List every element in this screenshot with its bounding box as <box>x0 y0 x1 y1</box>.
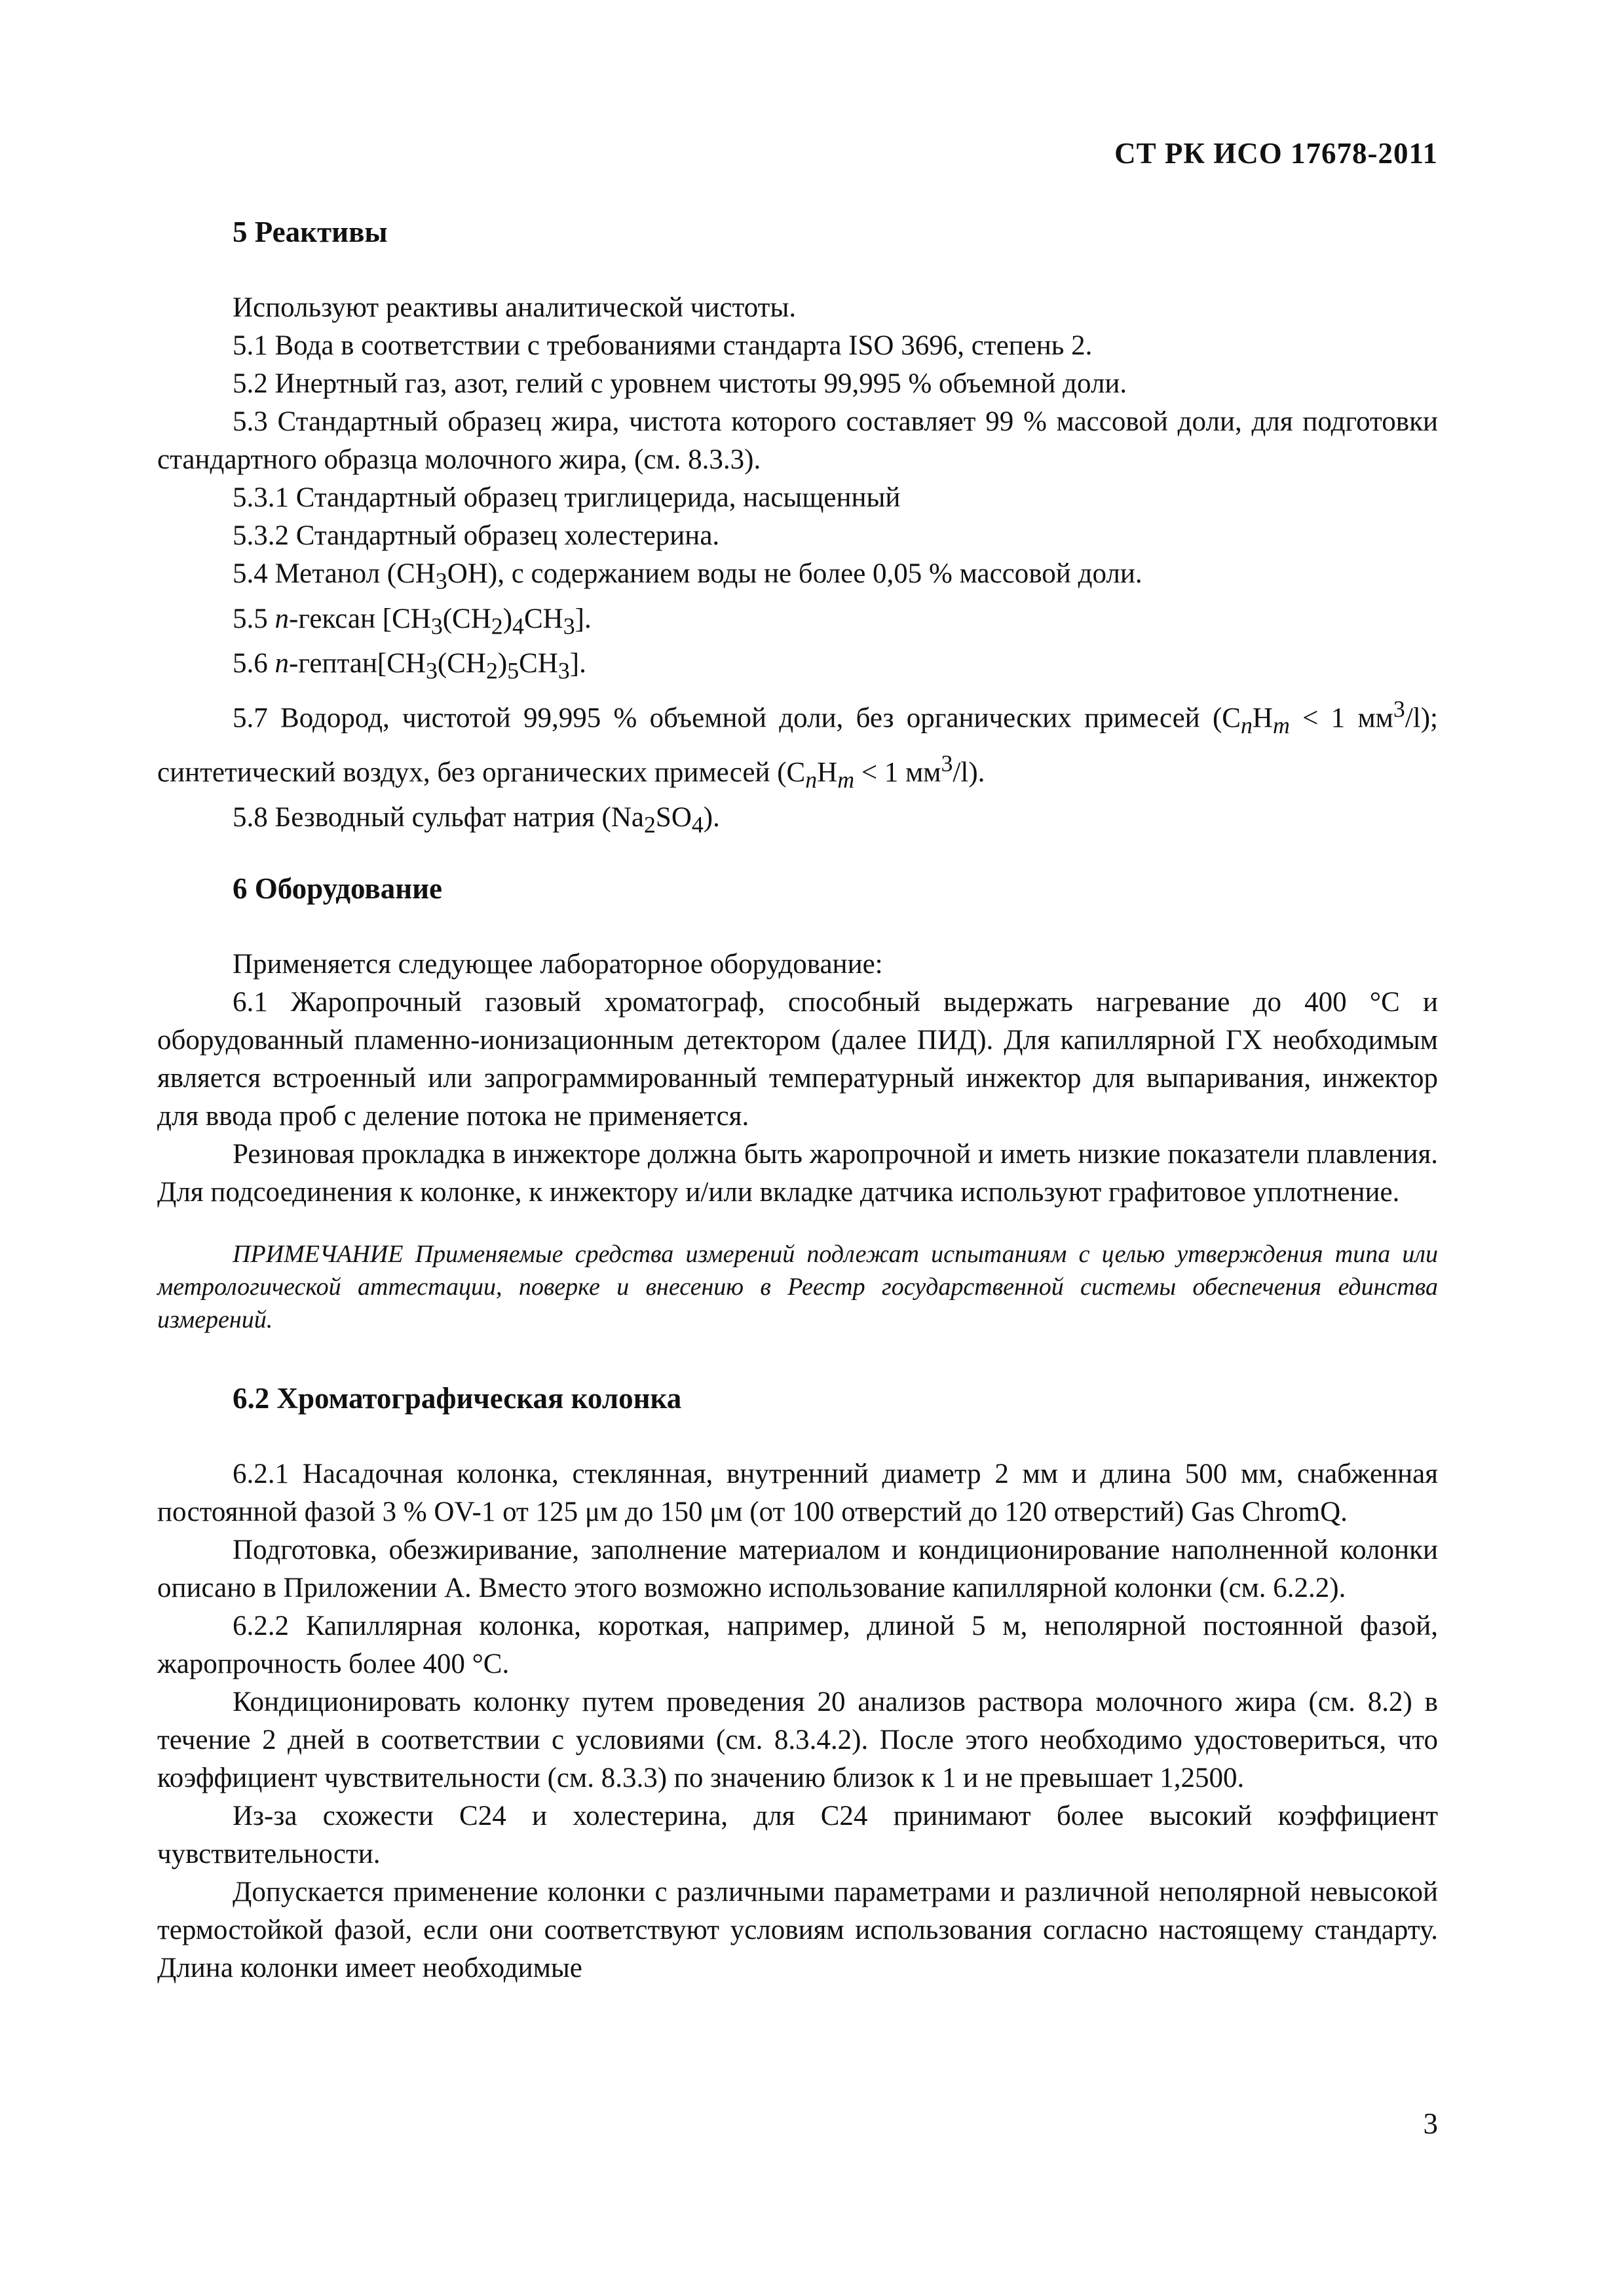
section-5-heading: 5 Реактивы <box>233 216 388 248</box>
paragraph-5-4: 5.4 Метанол $(CH_3OH)$, с содержанием воды не более 0,05 % массовой доли. <box>233 558 1142 594</box>
paragraph-6-2-2: 6.2.2 Капиллярная колонка, короткая, например, длиной 5 м, неполярной постоянной фазой, жаропрочность более 400 °C. <box>157 1611 1438 1680</box>
page-number: 3 <box>1423 2107 1438 2140</box>
paragraph-allowance: Допускается применение колонки с различными параметрами и различной неполярной невысокой термостойкой фазой, если они соответствуют условиям использования согласно настоящему стандарту. Длина колонки имеет необходимые <box>157 1877 1438 1984</box>
paragraph-5-1: 5.1 Вода в соответствии с требованиями стандарта ISO 3696, степень 2. <box>233 330 1093 361</box>
paragraph-6-1: 6.1 Жаропрочный газовый хроматограф, способный выдержать нагревание до 400 °C и оборудованный пламенно-ионизационным детектором (далее ПИД). Для капиллярной ГХ необходимым является встроенный или запрограммированный температурный инжектор для выпаривания, инжектор для ввода проб с деление потока не применяется. <box>157 987 1438 1132</box>
document-page <box>157 0 1438 2296</box>
paragraph-5-8: 5.8 Безводный сульфат натрия $(Na_2SO_4)$. <box>233 801 720 838</box>
paragraph-5-7: 5.7 Водород, чистотой 99,995 % объемной доли, без органических примесей ($C_nH_m < 1$ $мм^3/l$); синтетический воздух, без органических примесей ($C_nH_m < 1$ $мм^3/l$). <box>157 695 1438 793</box>
paragraph-6-2-1: 6.2.1 Насадочная колонка, стеклянная, внутренний диаметр 2 мм и длина 500 мм, снабженная постоянной фазой 3 % OV-1 от 125 μм до 150 μм (от 100 отверстий до 120 отверстий) Gas ChromQ. <box>157 1459 1438 1528</box>
paragraph-5-3-2: 5.3.2 Стандартный образец холестерина. <box>233 520 720 551</box>
section-5-intro: Используют реактивы аналитической чистоты. <box>233 292 797 323</box>
paragraph-5-2: 5.2 Инертный газ, азот, гелий с уровнем чистоты 99,995 % объемной доли. <box>233 368 1127 399</box>
section-6-heading: 6 Оборудование <box>233 872 443 906</box>
note-measurements: ПРИМЕЧАНИЕ Применяемые средства измерений подлежат испытаниям с целью утверждения типа или метрологической аттестации, поверке и внесению в Реестр государственной системы обеспечения единства измерений. <box>157 1240 1438 1334</box>
paragraph-5-5: 5.5 n-гексан $[CH_3(CH_2)_4CH_3]$. <box>233 603 592 640</box>
section-6-2-heading: 6.2 Хроматографическая колонка <box>233 1382 682 1415</box>
page-content <box>157 213 1438 1987</box>
paragraph-preparation: Подготовка, обезжиривание, заполнение материалом и кондиционирование наполненной колонки описано в Приложении А. Вместо этого возможно использование капиллярной колонки (см. 6.2.2). <box>157 1535 1438 1604</box>
paragraph-5-3-1: 5.3.1 Стандартный образец триглицерида, насыщенный <box>233 482 901 513</box>
paragraph-6-1-gasket: Резиновая прокладка в инжекторе должна быть жаропрочной и иметь низкие показатели плавления. Для подсоединения к колонке, к инжектору и/или вкладке датчика используют графитовое уплотнение. <box>157 1139 1438 1208</box>
section-6-intro: Применяется следующее лабораторное оборудование: <box>233 949 883 980</box>
document-id-header: СТ РК ИСО 17678-2011 <box>1114 137 1438 170</box>
paragraph-5-6: 5.6 $n-гептан[CH_3(CH_2)_5CH_3]$. <box>233 648 586 684</box>
paragraph-5-3: 5.3 Стандартный образец жира, чистота которого составляет 99 % массовой доли, для подготовки стандартного образца молочного жира, (см. 8.3.3). <box>157 406 1438 475</box>
paragraph-conditioning: Кондиционировать колонку путем проведения 20 анализов раствора молочного жира (см. 8.2) в течение 2 дней в соответствии с условиями (см. 8.3.4.2). После этого необходимо удостовериться, что коэффициент чувствительности (см. 8.3.3) по значению близок к 1 и не превышает 1,2500. <box>157 1687 1438 1794</box>
paragraph-c24: Из-за схожести С24 и холестерина, для С24 принимают более высокий коэффициент чувствительности. <box>157 1801 1438 1870</box>
